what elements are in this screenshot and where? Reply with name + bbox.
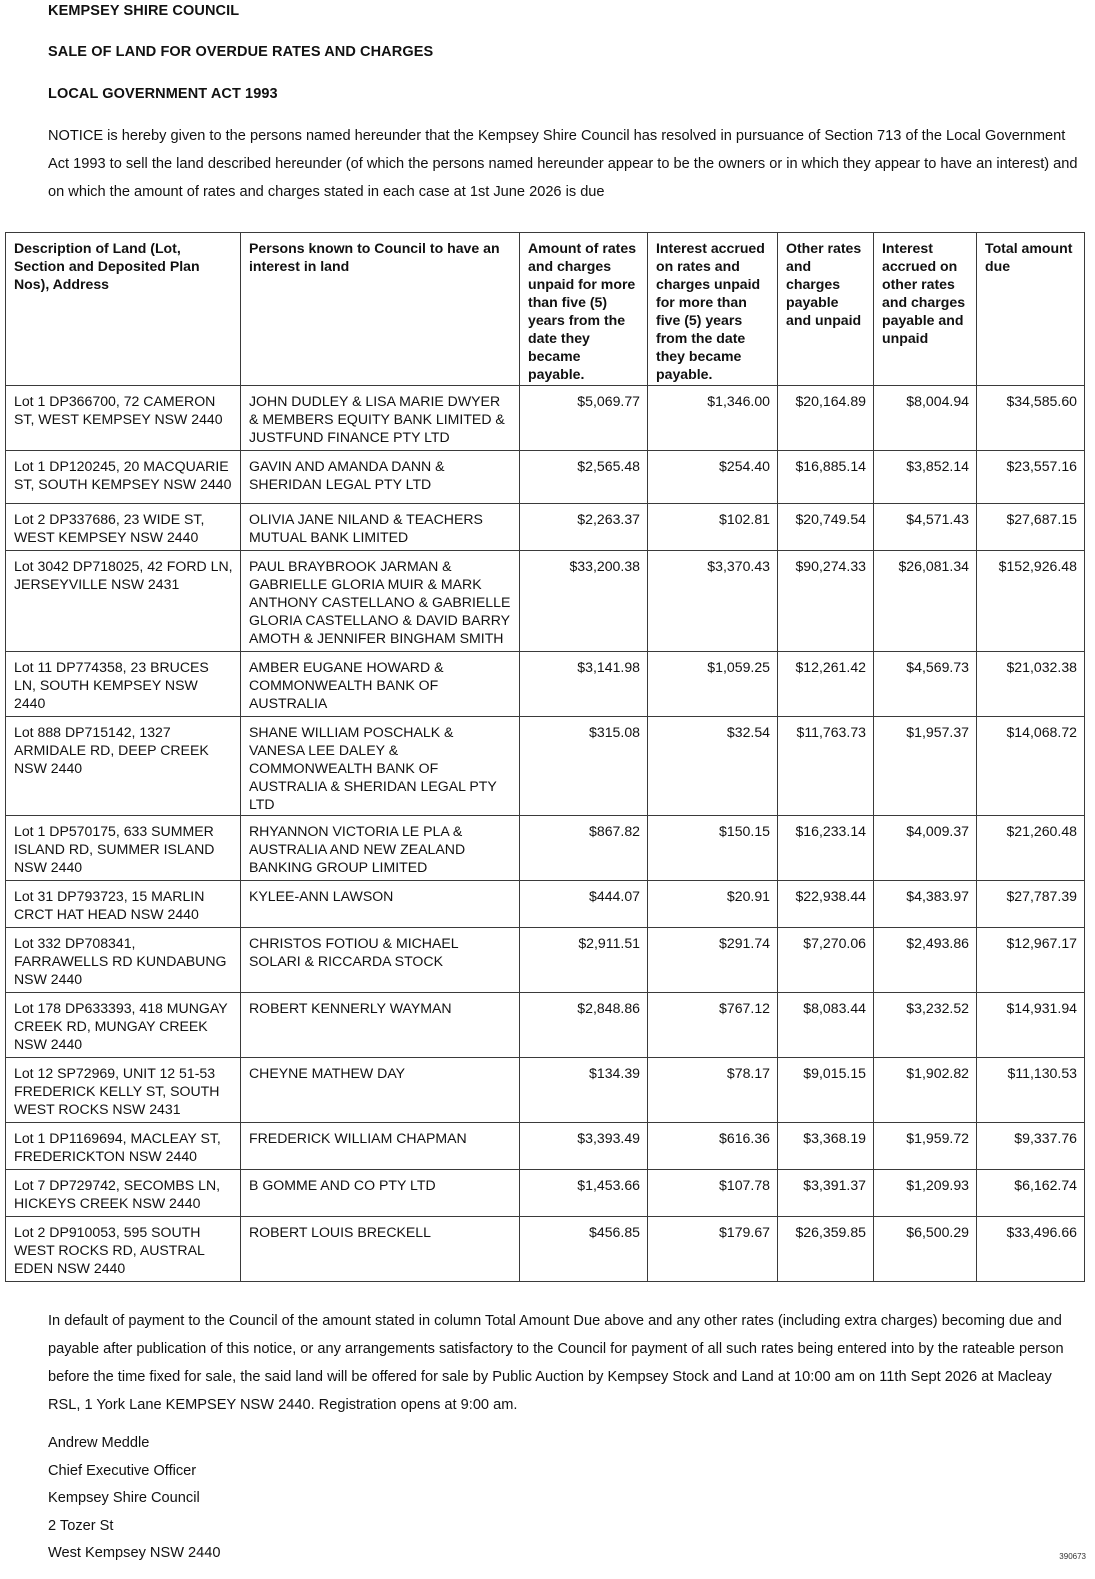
cell-other-rates: $7,270.06 — [778, 928, 874, 993]
cell-rates-unpaid: $3,393.49 — [520, 1123, 648, 1170]
cell-total: $27,687.15 — [977, 504, 1085, 551]
cell-other-rates: $16,885.14 — [778, 451, 874, 504]
table-row — [6, 652, 1085, 717]
cell-rates-unpaid: $5,069.77 — [520, 386, 648, 451]
cell-other-rates: $9,015.15 — [778, 1058, 874, 1123]
cell-other-rates: $20,164.89 — [778, 386, 874, 451]
cell-rates-unpaid: $444.07 — [520, 881, 648, 928]
cell-rates-unpaid: $33,200.38 — [520, 551, 648, 652]
cell-other-interest: $4,009.37 — [874, 816, 977, 881]
cell-other-interest: $3,232.52 — [874, 993, 977, 1058]
cell-land: Lot 1 DP570175, 633 SUMMER ISLAND RD, SUMMER ISLAND NSW 2440 — [6, 816, 241, 881]
signatory-town: West Kempsey NSW 2440 — [48, 1545, 221, 1562]
cell-other-interest: $6,500.29 — [874, 1217, 977, 1282]
signatory-role: Chief Executive Officer — [48, 1462, 197, 1479]
table-row — [6, 504, 1085, 551]
table-header-row — [6, 233, 1085, 386]
cell-persons: SHANE WILLIAM POSCHALK & VANESA LEE DALEY & COMMONWEALTH BANK OF AUSTRALIA & SHERIDAN LEGAL PTY LTD — [241, 717, 520, 816]
cell-interest-unpaid: $254.40 — [648, 451, 778, 504]
cell-persons: FREDERICK WILLIAM CHAPMAN — [241, 1123, 520, 1170]
cell-persons: CHEYNE MATHEW DAY — [241, 1058, 520, 1123]
cell-total: $14,068.72 — [977, 717, 1085, 816]
cell-other-interest: $1,959.72 — [874, 1123, 977, 1170]
cell-persons: OLIVIA JANE NILAND & TEACHERS MUTUAL BANK LIMITED — [241, 504, 520, 551]
cell-total: $23,557.16 — [977, 451, 1085, 504]
cell-land: Lot 12 SP72969, UNIT 12 51-53 FREDERICK KELLY ST, SOUTH WEST ROCKS NSW 2431 — [6, 1058, 241, 1123]
cell-other-rates: $26,359.85 — [778, 1217, 874, 1282]
table-row — [6, 1123, 1085, 1170]
column-header-land: Description of Land (Lot, Section and Deposited Plan Nos), Address — [6, 233, 241, 386]
cell-land: Lot 31 DP793723, 15 MARLIN CRCT HAT HEAD NSW 2440 — [6, 881, 241, 928]
cell-persons: GAVIN AND AMANDA DANN & SHERIDAN LEGAL PTY LTD — [241, 451, 520, 504]
cell-land: Lot 888 DP715142, 1327 ARMIDALE RD, DEEP CREEK NSW 2440 — [6, 717, 241, 816]
cell-persons: B GOMME AND CO PTY LTD — [241, 1170, 520, 1217]
reference-number: 390673 — [1059, 1552, 1086, 1561]
column-header-interest-unpaid: Interest accrued on rates and charges unpaid for more than five (5) years from the date they became payable. — [648, 233, 778, 386]
cell-other-rates: $3,368.19 — [778, 1123, 874, 1170]
table-row — [6, 993, 1085, 1058]
cell-rates-unpaid: $3,141.98 — [520, 652, 648, 717]
cell-other-interest: $1,209.93 — [874, 1170, 977, 1217]
cell-other-interest: $4,383.97 — [874, 881, 977, 928]
cell-other-rates: $11,763.73 — [778, 717, 874, 816]
cell-rates-unpaid: $2,848.86 — [520, 993, 648, 1058]
cell-persons: PAUL BRAYBROOK JARMAN & GABRIELLE GLORIA MUIR & MARK ANTHONY CASTELLANO & GABRIELLE GLORIA CASTELLANO & DAVID BARRY AMOTH & JENNIFER BINGHAM SMITH — [241, 551, 520, 652]
cell-land: Lot 332 DP708341, FARRAWELLS RD KUNDABUNG NSW 2440 — [6, 928, 241, 993]
table-row — [6, 451, 1085, 504]
cell-total: $21,032.38 — [977, 652, 1085, 717]
cell-total: $152,926.48 — [977, 551, 1085, 652]
cell-interest-unpaid: $616.36 — [648, 1123, 778, 1170]
cell-other-rates: $12,261.42 — [778, 652, 874, 717]
cell-persons: KYLEE-ANN LAWSON — [241, 881, 520, 928]
cell-persons: CHRISTOS FOTIOU & MICHAEL SOLARI & RICCARDA STOCK — [241, 928, 520, 993]
table-row — [6, 386, 1085, 451]
column-header-rates-unpaid: Amount of rates and charges unpaid for more than five (5) years from the date they became payable. — [520, 233, 648, 386]
default-payment-paragraph: In default of payment to the Council of the amount stated in column Total Amount Due above and any other rates (including extra charges) becoming due and payable after publication of this notice, or any arrangements satisfactory to the Council for payment of all such rates being entered into by the rateable person before the time fixed for sale, the said land will be offered for sale by Public Auction by Kempsey Stock and Land at 10:00 am on 11th Sept 2026 at Macleay RSL, 1 York Lane KEMPSEY NSW 2440. Registration opens at 9:00 am. — [48, 1313, 1064, 1413]
cell-other-rates: $3,391.37 — [778, 1170, 874, 1217]
cell-other-interest: $4,571.43 — [874, 504, 977, 551]
cell-interest-unpaid: $179.67 — [648, 1217, 778, 1282]
cell-total: $11,130.53 — [977, 1058, 1085, 1123]
cell-persons: ROBERT KENNERLY WAYMAN — [241, 993, 520, 1058]
act-reference: LOCAL GOVERNMENT ACT 1993 — [48, 86, 278, 102]
cell-rates-unpaid: $2,911.51 — [520, 928, 648, 993]
cell-rates-unpaid: $2,565.48 — [520, 451, 648, 504]
table-row — [6, 816, 1085, 881]
column-header-total: Total amount due — [977, 233, 1085, 386]
cell-total: $27,787.39 — [977, 881, 1085, 928]
table-row — [6, 551, 1085, 652]
cell-other-rates: $8,083.44 — [778, 993, 874, 1058]
signatory-name: Andrew Meddle — [48, 1435, 150, 1451]
land-table — [5, 232, 1085, 1282]
cell-rates-unpaid: $867.82 — [520, 816, 648, 881]
cell-interest-unpaid: $107.78 — [648, 1170, 778, 1217]
cell-persons: AMBER EUGANE HOWARD & COMMONWEALTH BANK OF AUSTRALIA — [241, 652, 520, 717]
signature-block — [48, 1430, 221, 1568]
cell-interest-unpaid: $767.12 — [648, 993, 778, 1058]
cell-interest-unpaid: $150.15 — [648, 816, 778, 881]
cell-interest-unpaid: $78.17 — [648, 1058, 778, 1123]
column-header-persons: Persons known to Council to have an interest in land — [241, 233, 520, 386]
signatory-street: 2 Tozer St — [48, 1517, 114, 1534]
notice-title: SALE OF LAND FOR OVERDUE RATES AND CHARGES — [48, 44, 434, 60]
signatory-organisation: Kempsey Shire Council — [48, 1490, 200, 1507]
cell-persons: ROBERT LOUIS BRECKELL — [241, 1217, 520, 1282]
table-body — [6, 386, 1085, 1282]
cell-interest-unpaid: $102.81 — [648, 504, 778, 551]
cell-interest-unpaid: $20.91 — [648, 881, 778, 928]
cell-interest-unpaid: $3,370.43 — [648, 551, 778, 652]
cell-other-interest: $1,957.37 — [874, 717, 977, 816]
cell-rates-unpaid: $134.39 — [520, 1058, 648, 1123]
cell-persons: RHYANNON VICTORIA LE PLA & AUSTRALIA AND NEW ZEALAND BANKING GROUP LIMITED — [241, 816, 520, 881]
cell-land: Lot 7 DP729742, SECOMBS LN, HICKEYS CREEK NSW 2440 — [6, 1170, 241, 1217]
cell-total: $34,585.60 — [977, 386, 1085, 451]
cell-rates-unpaid: $1,453.66 — [520, 1170, 648, 1217]
cell-other-rates: $20,749.54 — [778, 504, 874, 551]
column-header-other-interest: Interest accrued on other rates and charges payable and unpaid — [874, 233, 977, 386]
cell-total: $33,496.66 — [977, 1217, 1085, 1282]
cell-total: $6,162.74 — [977, 1170, 1085, 1217]
cell-interest-unpaid: $291.74 — [648, 928, 778, 993]
cell-total: $9,337.76 — [977, 1123, 1085, 1170]
cell-land: Lot 2 DP337686, 23 WIDE ST, WEST KEMPSEY NSW 2440 — [6, 504, 241, 551]
table-row — [6, 717, 1085, 816]
table-row — [6, 881, 1085, 928]
table-row — [6, 1217, 1085, 1282]
cell-other-interest: $2,493.86 — [874, 928, 977, 993]
cell-interest-unpaid: $1,346.00 — [648, 386, 778, 451]
table-row — [6, 928, 1085, 993]
cell-land: Lot 1 DP366700, 72 CAMERON ST, WEST KEMPSEY NSW 2440 — [6, 386, 241, 451]
cell-land: Lot 3042 DP718025, 42 FORD LN, JERSEYVILLE NSW 2431 — [6, 551, 241, 652]
cell-rates-unpaid: $456.85 — [520, 1217, 648, 1282]
cell-total: $12,967.17 — [977, 928, 1085, 993]
cell-other-rates: $22,938.44 — [778, 881, 874, 928]
cell-land: Lot 1 DP1169694, MACLEAY ST, FREDERICKTON NSW 2440 — [6, 1123, 241, 1170]
notice-paragraph: NOTICE is hereby given to the persons named hereunder that the Kempsey Shire Council has resolved in pursuance of Section 713 of the Local Government Act 1993 to sell the land described hereunder (of which the persons named hereunder appear to be the owners or in which they appear to have an interest) and on which the amount of rates and charges stated in each case at 1st June 2026 is due — [48, 128, 1078, 200]
table-row — [6, 1058, 1085, 1123]
cell-interest-unpaid: $1,059.25 — [648, 652, 778, 717]
cell-rates-unpaid: $315.08 — [520, 717, 648, 816]
cell-persons: JOHN DUDLEY & LISA MARIE DWYER & MEMBERS EQUITY BANK LIMITED & JUSTFUND FINANCE PTY LTD — [241, 386, 520, 451]
column-header-other-rates: Other rates and charges payable and unpaid — [778, 233, 874, 386]
cell-other-rates: $90,274.33 — [778, 551, 874, 652]
cell-other-interest: $26,081.34 — [874, 551, 977, 652]
council-name: KEMPSEY SHIRE COUNCIL — [48, 3, 240, 19]
cell-land: Lot 178 DP633393, 418 MUNGAY CREEK RD, MUNGAY CREEK NSW 2440 — [6, 993, 241, 1058]
cell-total: $21,260.48 — [977, 816, 1085, 881]
cell-other-interest: $4,569.73 — [874, 652, 977, 717]
cell-land: Lot 2 DP910053, 595 SOUTH WEST ROCKS RD, AUSTRAL EDEN NSW 2440 — [6, 1217, 241, 1282]
cell-rates-unpaid: $2,263.37 — [520, 504, 648, 551]
table-row — [6, 1170, 1085, 1217]
cell-other-interest: $8,004.94 — [874, 386, 977, 451]
cell-other-interest: $1,902.82 — [874, 1058, 977, 1123]
cell-total: $14,931.94 — [977, 993, 1085, 1058]
cell-other-rates: $16,233.14 — [778, 816, 874, 881]
cell-other-interest: $3,852.14 — [874, 451, 977, 504]
cell-interest-unpaid: $32.54 — [648, 717, 778, 816]
cell-land: Lot 1 DP120245, 20 MACQUARIE ST, SOUTH KEMPSEY NSW 2440 — [6, 451, 241, 504]
cell-land: Lot 11 DP774358, 23 BRUCES LN, SOUTH KEMPSEY NSW 2440 — [6, 652, 241, 717]
